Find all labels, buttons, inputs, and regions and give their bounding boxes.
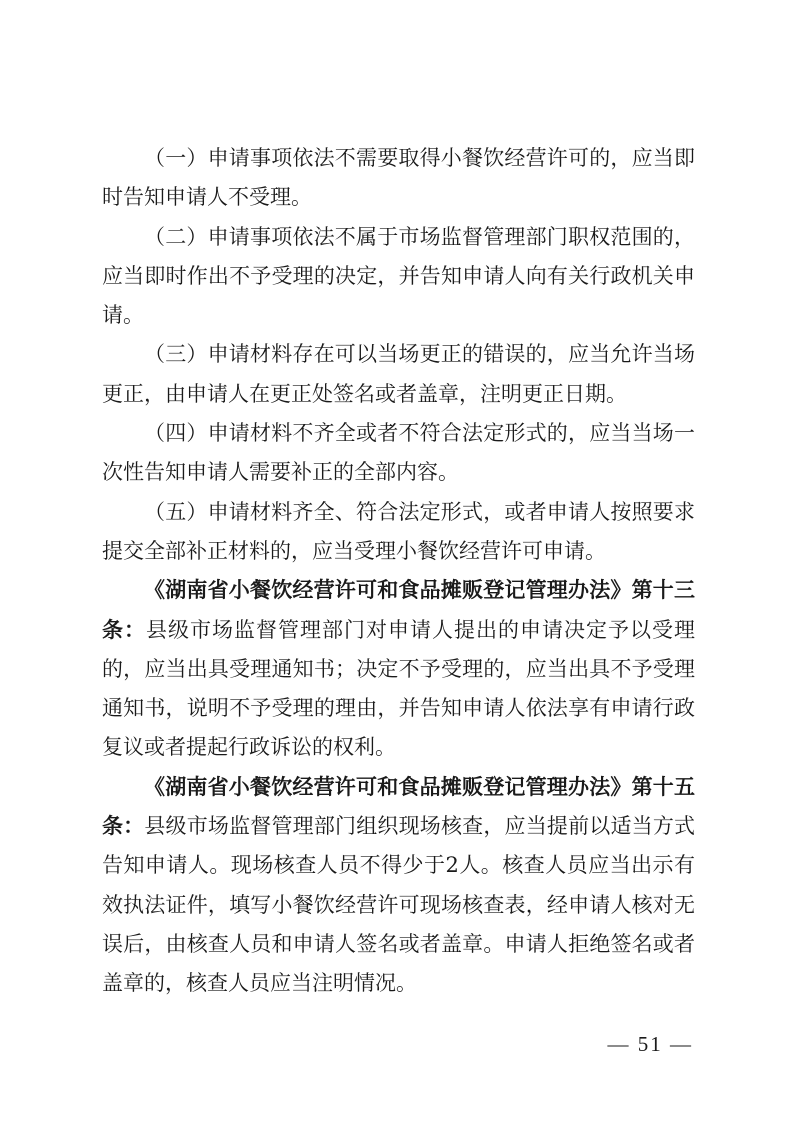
paragraph-5 bbox=[102, 493, 695, 572]
page-number: — 51 — bbox=[607, 1032, 693, 1056]
article-title: 《湖南省小餐饮经营许可和食品摊贩登记管理办法》第十五条： bbox=[102, 774, 695, 839]
article-13-paragraph bbox=[102, 571, 695, 767]
paragraph-3 bbox=[102, 335, 695, 414]
paragraph-4 bbox=[102, 414, 695, 493]
paragraph-text: 县级市场监督管理部门对申请人提出的申请决定予以受理的，应当出具受理通知书；决定不予受理的，应当出具不予受理通知书，说明不予受理的理由，并告知申请人依法享有申请行政复议或者提起行政诉讼的权利。 bbox=[102, 617, 695, 760]
article-title: 《湖南省小餐饮经营许可和食品摊贩登记管理办法》第十三条： bbox=[102, 578, 695, 642]
paragraph-text: （一）申请事项依法不需要取得小餐饮经营许可的，应当即时告知申请人不受理。 bbox=[102, 146, 695, 210]
paragraph-text: （三）申请材料存在可以当场更正的错误的，应当允许当场更正，由申请人在更正处签名或者盖章，注明更正日期。 bbox=[102, 342, 695, 406]
article-15-paragraph bbox=[102, 768, 695, 1004]
paragraph-1 bbox=[102, 139, 695, 218]
paragraph-text: （二）申请事项依法不属于市场监督管理部门职权范围的，应当即时作出不予受理的决定，并告知申请人向有关行政机关申请。 bbox=[102, 224, 695, 328]
paragraph-text: 县级市场监督管理部门组织现场核查，应当提前以适当方式告知申请人。现场核查人员不得少于2人。核查人员应当出示有效执法证件，填写小餐饮经营许可现场核查表，经申请人核对无误后，由核查人员和申请人签名或者盖章。申请人拒绝签名或者盖章的，核查人员应当注明情况。 bbox=[102, 814, 696, 996]
paragraph-2 bbox=[102, 218, 695, 336]
body-text bbox=[102, 139, 695, 1004]
paragraph-text: （四）申请材料不齐全或者不符合法定形式的，应当当场一次性告知申请人需要补正的全部内容。 bbox=[102, 421, 695, 485]
paragraph-text: （五）申请材料齐全、符合法定形式，或者申请人按照要求提交全部补正材料的，应当受理小餐饮经营许可申请。 bbox=[102, 499, 695, 563]
